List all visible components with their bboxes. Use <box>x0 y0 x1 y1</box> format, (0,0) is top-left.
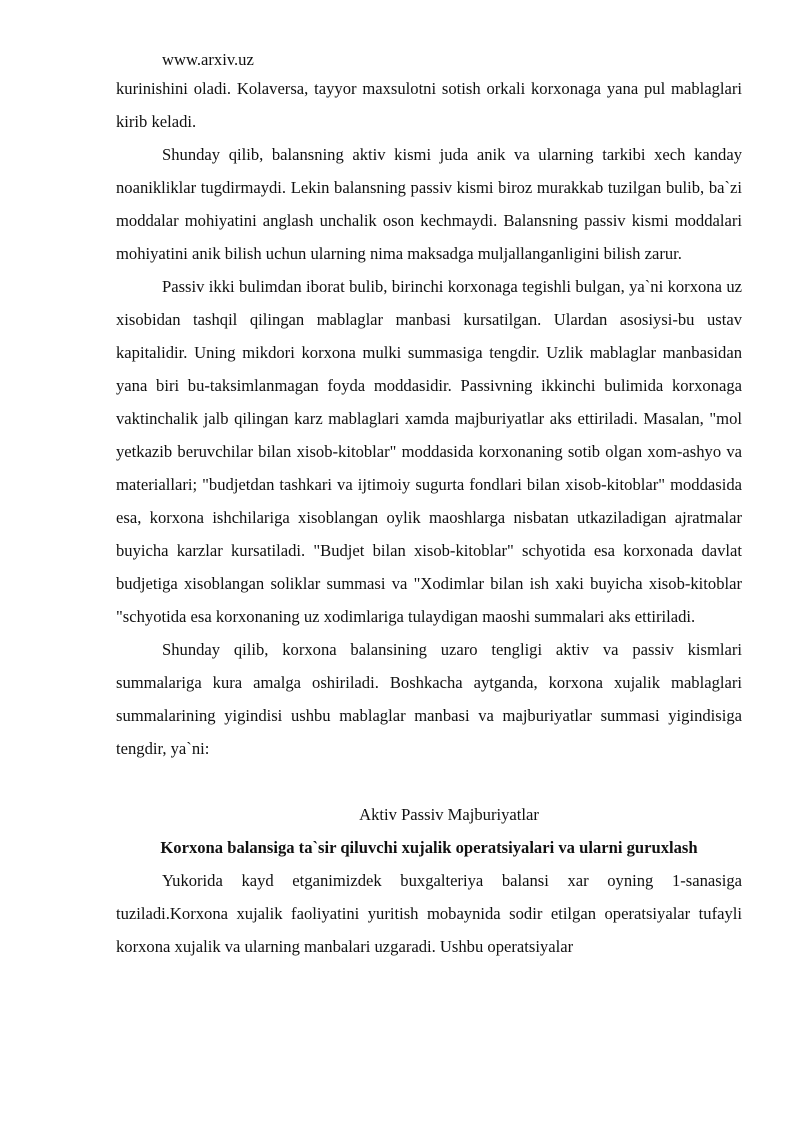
paragraph-5: Yukorida kayd etganimizdek buxgalteriya balansi xar oyning 1-sanasiga tuziladi.Korxona xujalik faoliyatini yuritish mobaynida sodir etilgan operatsiyalar tufayli korxona xujalik va ularning manbalari uzgaradi. Ushbu operatsiyalar <box>116 871 742 956</box>
paragraph-4: Shunday qilib, korxona balansining uzaro tengligi aktiv va passiv kismlari summalariga kura amalga oshiriladi. Boshkacha aytganda, korxona xujalik mablaglari summalarining yigindisi ushbu mablaglar manbasi va majburiyatlar summasi yigindisiga tengdir, ya`ni: <box>116 640 742 758</box>
paragraph-1: kurinishini oladi. Kolaversa, tayyor maxsulotni sotish orkali korxonaga yana pul mablaglari kirib keladi. <box>116 79 742 131</box>
document-body <box>116 72 742 963</box>
balance-formula: Aktiv Passiv Majburiyatlar <box>359 805 539 824</box>
spacer <box>116 765 742 798</box>
paragraph-2: Shunday qilib, balansning aktiv kismi juda anik va ularning tarkibi xech kanday noanikliklar tugdirmaydi. Lekin balansning passiv kismi biroz murakkab tuzilgan bulib, ba`zi moddalar mohiyatini anglash unchalik oson kechmaydi. Balansning passiv kismi moddalari mohiyatini anik bilish uchun ularning nima maksadga muljallanganligini bilish zarur. <box>116 145 742 263</box>
section-heading: Korxona balansiga ta`sir qiluvchi xujalik operatsiyalari va ularni guruxlash <box>160 838 698 857</box>
paragraph-3: Passiv ikki bulimdan iborat bulib, birinchi korxonaga tegishli bulgan, ya`ni korxona uz xisobidan tashqil qilingan mablaglar manbasi kursatilgan. Ulardan asosiysi-bu ustav kapitalidir. Uning mikdori korxona mulki summasiga tengdir. Uzlik mablaglar manbasidan yana biri bu-taksimlanmagan foyda moddasidir. Passivning ikkinchi bulimida korxonaga vaktinchalik jalb qilingan karz mablaglari xamda majburiyatlar aks ettiriladi. Masalan, "mol yetkazib beruvchilar bilan xisob-kitoblar" moddasida korxonaning sotib olgan xom-ashyo va materiallari; "budjetdan tashkari va ijtimoiy sugurta fondlari bilan xisob-kitoblar" moddasida esa, korxona ishchilariga xisoblangan oylik maoshlarga nisbatan utkaziladigan ajratmalar buyicha karzlar kursatiladi. "Budjet bilan xisob-kitoblar" schyotida esa korxonada davlat budjetiga xisoblangan soliklar summasi va "Xodimlar bilan ish xaki buyicha xisob-kitoblar "schyotida esa korxonaning uz xodimlariga tulaydigan maoshi summalari aks ettiriladi. <box>116 277 742 626</box>
site-header: www.arxiv.uz <box>162 50 254 69</box>
